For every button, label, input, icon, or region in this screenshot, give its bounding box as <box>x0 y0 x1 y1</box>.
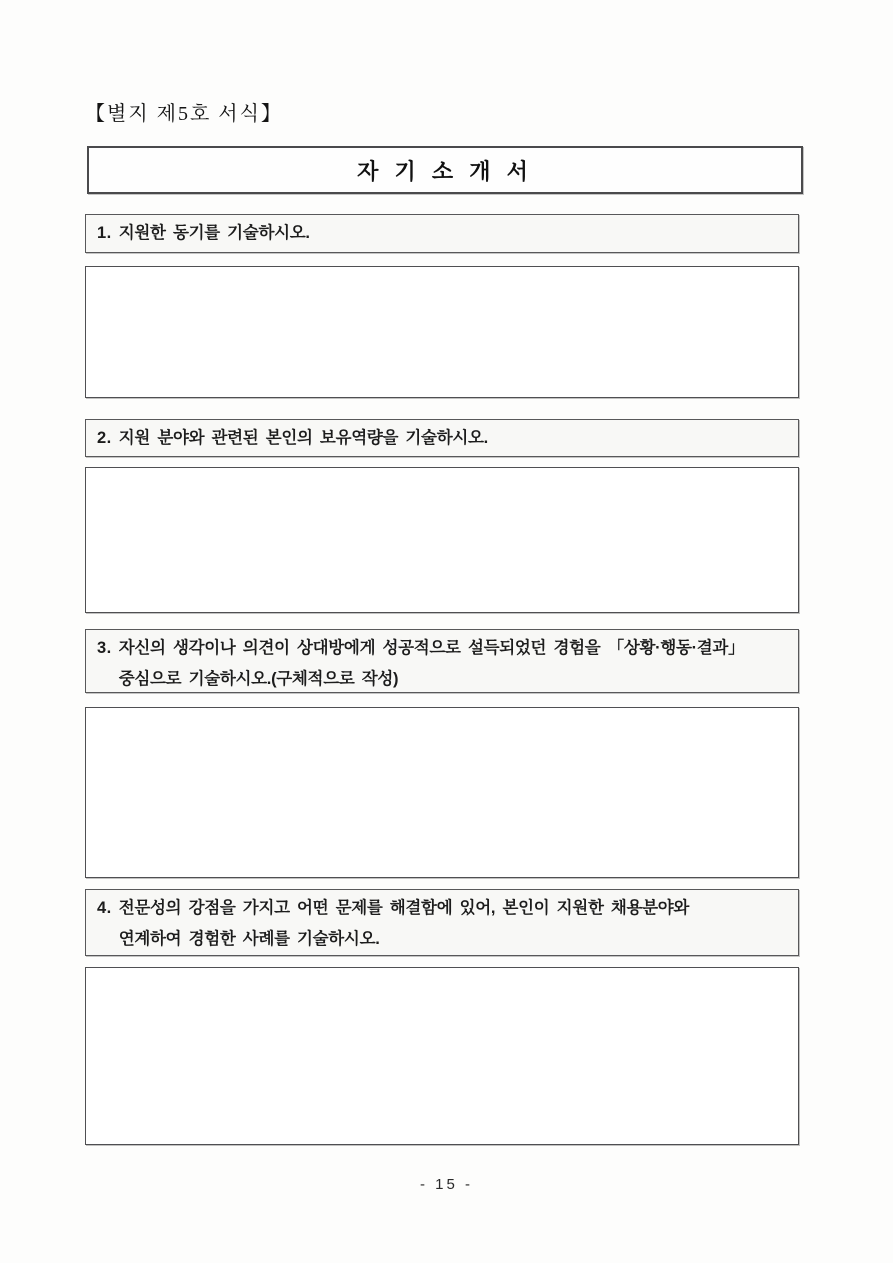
question-3-number: 3. <box>97 639 112 657</box>
question-2-row <box>97 423 488 454</box>
question-1-text <box>119 218 310 249</box>
question-4-line-1: 전문성의 강점을 가지고 어떤 문제를 해결함에 있어, 본인이 지원한 채용분야와 <box>118 899 690 917</box>
page-number: - 15 - <box>419 1176 473 1193</box>
question-4-text <box>119 893 689 955</box>
question-2-number: 2. <box>97 428 112 447</box>
question-1-line-1: 지원한 동기를 기술하시오. <box>118 224 310 242</box>
question-3-answer-area <box>85 707 799 878</box>
question-1-answer-area <box>85 266 799 398</box>
question-4-answer-area <box>85 967 799 1145</box>
question-1-row <box>97 218 310 249</box>
question-3-line-2: 중심으로 기술하시오.(구체적으로 작성) <box>118 670 399 688</box>
question-2-answer-area <box>85 467 799 613</box>
document-title-box <box>87 146 803 194</box>
document-title: 자 기 소 개 서 <box>357 158 533 184</box>
question-4-row <box>97 893 689 955</box>
question-3-text <box>119 633 745 695</box>
form-reference-label: 【별지 제5호 서식】 <box>85 103 283 125</box>
question-2-header <box>85 419 799 457</box>
question-4-header <box>85 889 799 956</box>
question-4-number: 4. <box>97 899 112 917</box>
question-1-header <box>85 214 799 253</box>
question-4-line-2: 연계하여 경험한 사례를 기술하시오. <box>118 930 380 948</box>
question-3-header <box>85 629 799 693</box>
question-2-text <box>119 423 488 454</box>
question-3-line-1: 자신의 생각이나 의견이 상대방에게 성공적으로 설득되었던 경험을 「상황·행동·결과」 <box>118 639 745 657</box>
question-2-line-1: 지원 분야와 관련된 본인의 보유역량을 기술하시오. <box>118 428 488 447</box>
question-1-number: 1. <box>97 224 112 242</box>
question-3-row <box>97 633 744 695</box>
